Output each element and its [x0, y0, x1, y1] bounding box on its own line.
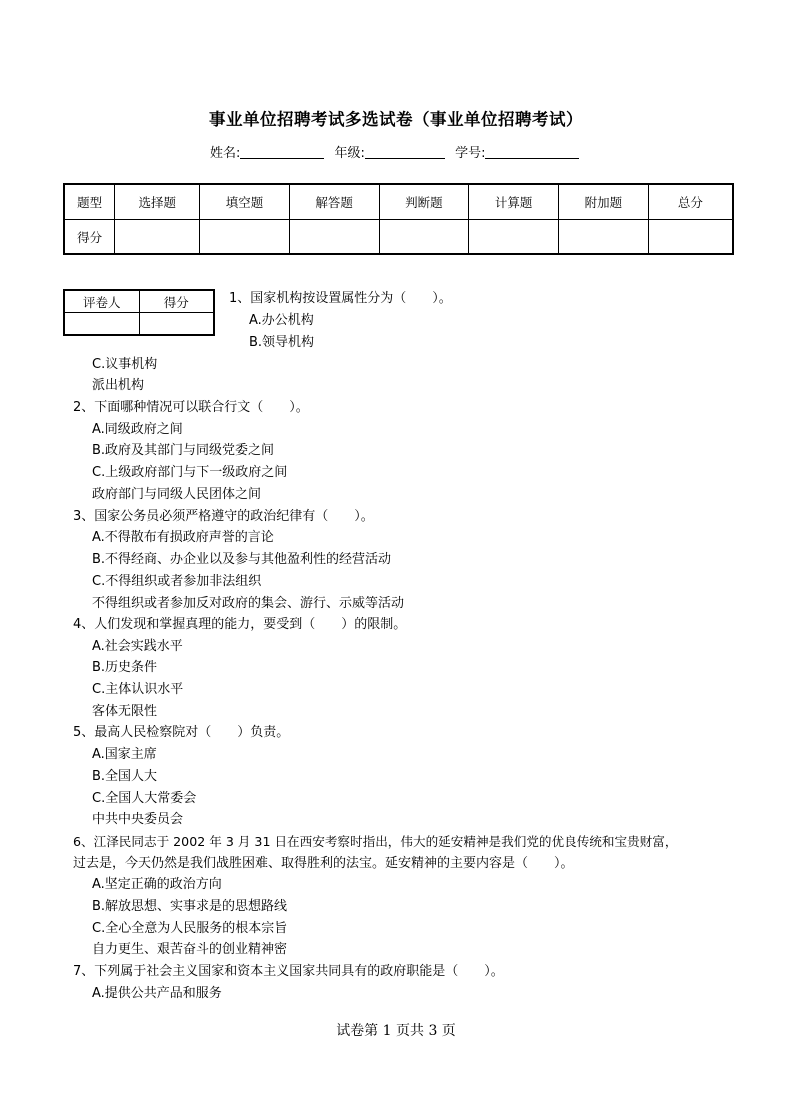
option-line: 派出机构 — [92, 378, 145, 393]
name-blank — [240, 145, 324, 159]
option-line: B.不得经商、办企业以及参与其他盈利性的经营活动 — [92, 552, 392, 567]
question-6-continued: 过去是，今天仍然是我们战胜困难、取得胜利的法宝。延安精神的主要内容是（ ）。 — [73, 856, 574, 871]
score-cell — [289, 220, 379, 255]
option-line: A.国家主席 — [92, 747, 157, 762]
option-line: B.政府及其部门与同级党委之间 — [92, 443, 275, 458]
score-cell — [469, 220, 559, 255]
score-header-cell: 题型 — [64, 184, 115, 220]
grade-label: 年级: — [334, 146, 365, 161]
question-2: 2、下面哪种情况可以联合行文（ ）。 — [73, 400, 309, 415]
option-line: A.同级政府之间 — [92, 422, 183, 437]
option-line: 客体无限性 — [92, 704, 158, 719]
option-line: C.全心全意为人民服务的根本宗旨 — [92, 921, 288, 936]
grader-score-header: 得分 — [139, 290, 214, 313]
grade-blank — [365, 145, 445, 159]
option-line: 不得组织或者参加反对政府的集会、游行、示威等活动 — [92, 596, 405, 611]
score-header-cell: 总分 — [648, 184, 733, 220]
score-header-cell: 附加题 — [558, 184, 648, 220]
option-line: A.不得散布有损政府声誉的言论 — [92, 530, 274, 545]
student-info — [210, 142, 579, 161]
option-line: B.历史条件 — [92, 660, 158, 675]
option-line: 政府部门与同级人民团体之间 — [92, 487, 262, 502]
grader-header: 评卷人 — [64, 290, 139, 313]
question-6: 6、江泽民同志于 2002 年 3 月 31 日在西安考察时指出，伟大的延安精神是我们党的优良传统和宝贵财富， — [73, 834, 678, 849]
option-line: A.坚定正确的政治方向 — [92, 877, 222, 892]
score-header-cell: 填空题 — [200, 184, 290, 220]
score-cell — [379, 220, 469, 255]
score-cell — [115, 220, 200, 255]
option-line: B.全国人大 — [92, 769, 158, 784]
question-1: 1、国家机构按设置属性分为（ ）。 — [229, 291, 452, 306]
question-5: 5、最高人民检察院对（ ）负责。 — [73, 725, 290, 740]
page-footer: 试卷第 1 页共 3 页 — [336, 1023, 456, 1039]
question-3: 3、国家公务员必须严格遵守的政治纪律有（ ）。 — [73, 509, 374, 524]
exam-title: 事业单位招聘考试多选试卷（事业单位招聘考试） — [209, 110, 583, 129]
option-line: A.办公机构 — [249, 313, 314, 328]
score-cell — [200, 220, 290, 255]
option-line: 自力更生、艰苦奋斗的创业精神密 — [92, 942, 288, 957]
option-line: A.提供公共产品和服务 — [92, 986, 222, 1001]
score-cell — [648, 220, 733, 255]
id-blank — [485, 145, 579, 159]
question-7: 7、下列属于社会主义国家和资本主义国家共同具有的政府职能是（ ）。 — [73, 964, 504, 979]
option-line: C.全国人大常委会 — [92, 791, 197, 806]
score-cell — [558, 220, 648, 255]
score-row-label: 得分 — [64, 220, 115, 255]
option-line: C.议事机构 — [92, 357, 158, 372]
grader-score-cell — [139, 313, 214, 336]
option-line: A.社会实践水平 — [92, 639, 183, 654]
option-line: B.领导机构 — [249, 335, 315, 350]
score-table-score-row — [64, 220, 733, 255]
grader-table — [63, 289, 215, 336]
option-line: C.上级政府部门与下一级政府之间 — [92, 465, 288, 480]
question-4: 4、人们发现和掌握真理的能力，要受到（ ）的限制。 — [73, 617, 407, 632]
option-line: 中共中央委员会 — [92, 812, 184, 827]
option-line: C.不得组织或者参加非法组织 — [92, 574, 262, 589]
score-header-cell: 解答题 — [289, 184, 379, 220]
score-header-cell: 计算题 — [469, 184, 559, 220]
option-line: B.解放思想、实事求是的思想路线 — [92, 899, 288, 914]
score-table-header-row — [64, 184, 733, 220]
score-header-cell: 判断题 — [379, 184, 469, 220]
id-label: 学号: — [455, 146, 486, 161]
score-table — [63, 183, 734, 255]
option-line: C.主体认识水平 — [92, 682, 184, 697]
grader-cell — [64, 313, 139, 336]
score-header-cell: 选择题 — [115, 184, 200, 220]
name-label: 姓名: — [210, 146, 241, 161]
